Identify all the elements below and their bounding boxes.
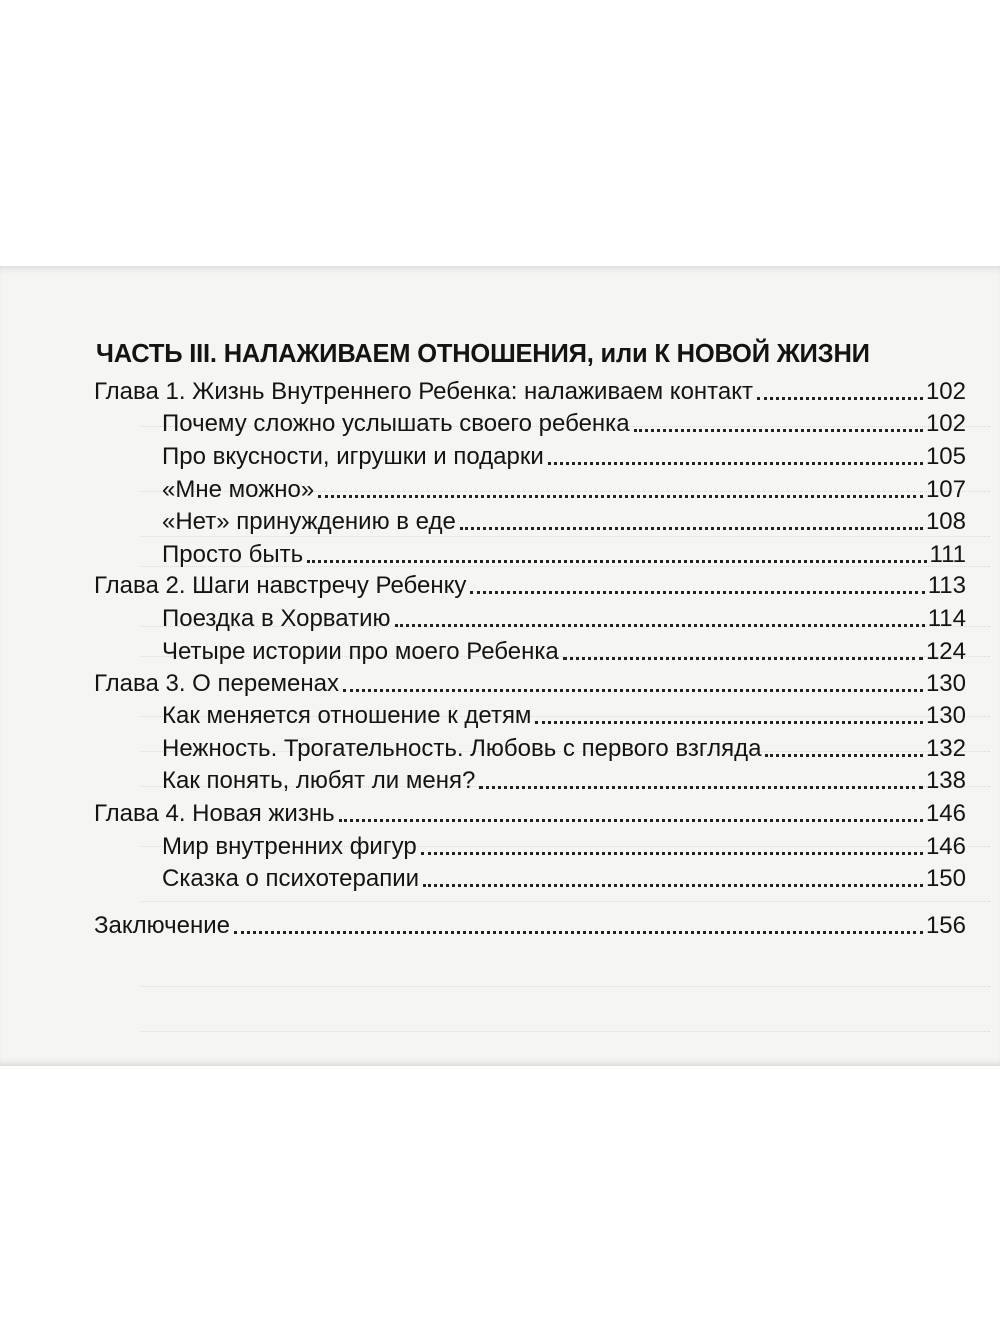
entry-title: Глава 3. О переменах xyxy=(94,670,340,697)
entry-title: «Нет» принуждению в еде xyxy=(162,508,456,535)
entry-page-number: 102 xyxy=(925,410,966,437)
entry-title: Мир внутренних фигур xyxy=(162,833,417,860)
part-heading: ЧАСТЬ III. НАЛАЖИВАЕМ ОТНОШЕНИЯ, или К НОВОЙ ЖИЗНИ xyxy=(96,340,870,368)
toc-section-entry xyxy=(162,504,966,536)
entry-page-number: 107 xyxy=(925,476,966,503)
toc-section-entry xyxy=(162,439,966,471)
entry-title: Четыре истории про моего Ребенка xyxy=(162,638,559,665)
entry-title: Сказка о психотерапии xyxy=(162,865,420,892)
entry-page-number: 113 xyxy=(927,572,966,599)
toc-chapter-entry xyxy=(94,374,966,406)
entry-page-number: 130 xyxy=(925,702,966,729)
toc-chapter-entry xyxy=(94,666,966,698)
entry-title: Нежность. Трогательность. Любовь с первого взгляда xyxy=(162,735,762,762)
entry-page-number: 130 xyxy=(925,670,966,697)
toc-section-entry xyxy=(162,601,966,633)
entry-title: Поездка в Хорватию xyxy=(162,605,391,632)
dot-leader xyxy=(339,819,923,822)
dot-leader xyxy=(423,884,923,887)
entry-page-number: 132 xyxy=(925,735,966,762)
toc-section-entry xyxy=(162,763,966,795)
dot-leader xyxy=(535,721,923,724)
toc-section-entry xyxy=(162,731,966,763)
dot-leader xyxy=(234,931,923,934)
dot-leader xyxy=(343,689,923,692)
entry-page-number: 146 xyxy=(925,800,966,827)
dot-leader xyxy=(318,495,923,498)
toc-section-entry xyxy=(162,698,966,730)
entry-page-number: 138 xyxy=(925,767,966,794)
toc-chapter-entry xyxy=(94,568,966,600)
entry-page-number: 102 xyxy=(925,378,966,405)
entry-page-number: 108 xyxy=(925,508,966,535)
toc-section-entry xyxy=(162,472,966,504)
toc-section-entry xyxy=(162,861,966,893)
toc-chapter-entry xyxy=(94,908,966,940)
dot-leader xyxy=(470,591,924,594)
entry-title: Почему сложно услышать своего ребенка xyxy=(162,410,630,437)
entry-page-number: 150 xyxy=(925,865,966,892)
entry-title: Про вкусности, игрушки и подарки xyxy=(162,443,544,470)
dot-leader xyxy=(307,560,926,563)
book-page xyxy=(0,266,1000,1066)
entry-title: Как меняется отношение к детям xyxy=(162,702,532,729)
toc-chapter-entry xyxy=(94,796,966,828)
dot-leader xyxy=(479,786,923,789)
entry-page-number: 114 xyxy=(927,605,966,632)
toc-section-entry xyxy=(162,634,966,666)
entry-page-number: 124 xyxy=(925,638,966,665)
dot-leader xyxy=(757,397,923,400)
entry-page-number: 105 xyxy=(925,443,966,470)
entry-title: Как понять, любят ли меня? xyxy=(162,767,476,794)
toc-section-entry xyxy=(162,537,966,569)
dot-leader xyxy=(548,462,923,465)
entry-title: Заключение xyxy=(94,912,230,939)
entry-title: Глава 4. Новая жизнь xyxy=(94,800,335,827)
entry-title: Глава 2. Шаги навстречу Ребенку xyxy=(94,572,467,599)
entry-title: «Мне можно» xyxy=(162,476,315,503)
entry-title: Глава 1. Жизнь Внутреннего Ребенка: налаживаем контакт xyxy=(94,378,754,405)
entry-page-number: 146 xyxy=(925,833,966,860)
dot-leader xyxy=(421,852,923,855)
dot-leader xyxy=(634,429,923,432)
dot-leader xyxy=(563,657,923,660)
entry-page-number: 156 xyxy=(925,912,966,939)
toc-section-entry xyxy=(162,406,966,438)
entry-title: Просто быть xyxy=(162,541,304,568)
entry-page-number: 111 xyxy=(929,541,966,568)
table-of-contents xyxy=(0,266,1000,1066)
dot-leader xyxy=(395,624,925,627)
dot-leader xyxy=(765,754,923,757)
dot-leader xyxy=(460,527,923,530)
toc-section-entry xyxy=(162,829,966,861)
